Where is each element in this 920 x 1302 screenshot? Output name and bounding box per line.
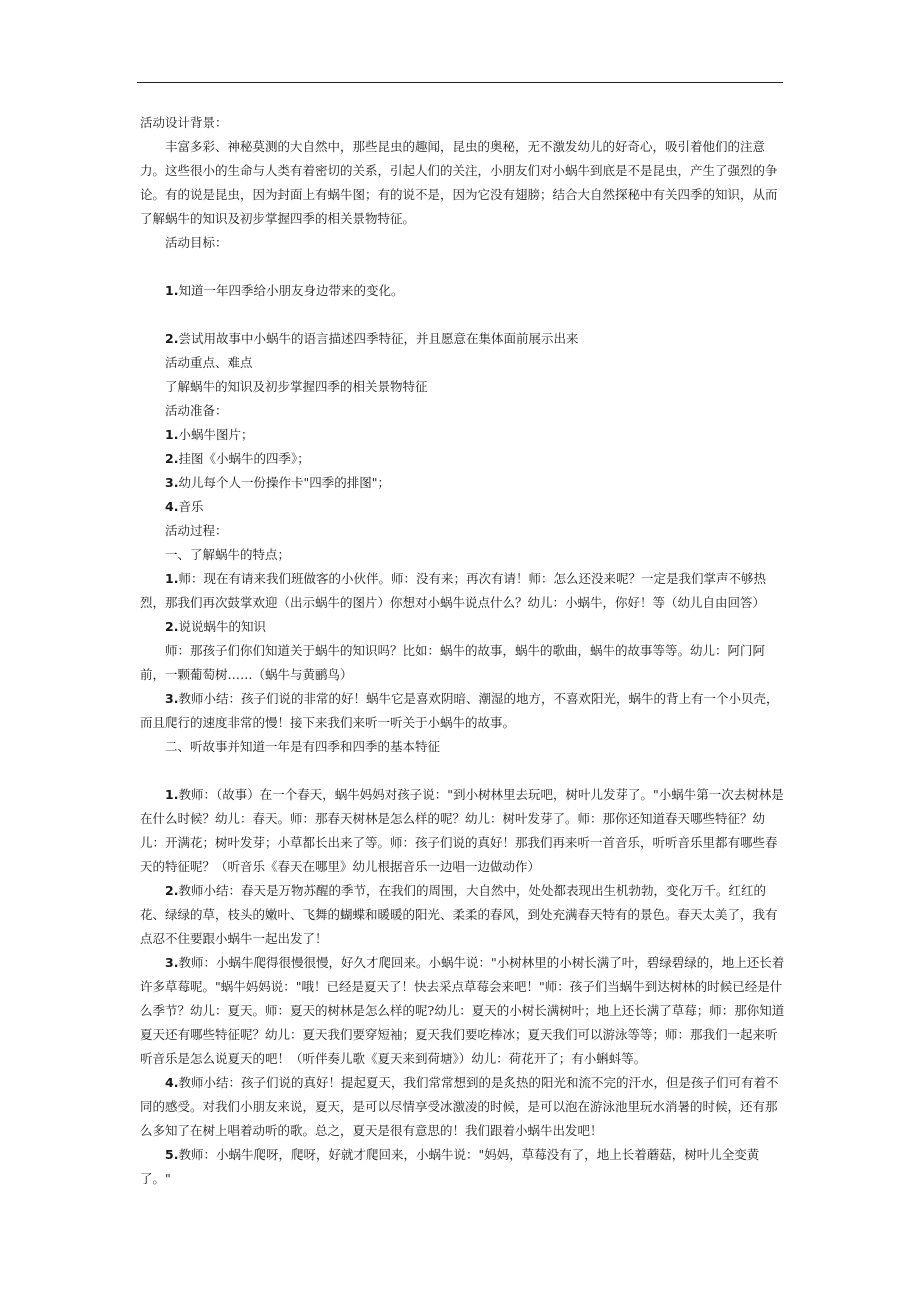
goal-item: 1.知道一年四季给小朋友身边带来的变化。 [165,283,404,298]
prep-item: 3.幼儿每个人一份操作卡"四季的排图"； [165,475,390,490]
process-item: 2.说说蜗牛的知识 [165,619,266,634]
goal-item: 2.尝试用故事中小蜗牛的语言描述四季特征，并且愿意在集体面前展示出来 [165,331,579,346]
process-item: 1.教师：（故事）在一个春天，蜗牛妈妈对孩子说："到小树林里去玩吧，树叶儿发芽了。"小蜗牛第一次去树林是在什么时候？幼儿：春天。师：那春天树林是怎么样的呢？幼儿：树叶发芽了。师：那你还知道春天哪些特征？幼儿：开满花；树叶发芽；小草都长出来了等。师：孩子们说的真好！那我们再来听一首音乐，听听音乐里都有哪些春天的特征呢？（听音乐《春天在哪里》幼儿根据音乐一边唱一边做动作） [140,787,784,874]
process-item: 5.教师：小蜗牛爬呀，爬呀，好就才爬回来，小蜗牛说："妈妈，草莓没有了，地上长着蘑菇，树叶儿全变黄了。" [140,1147,760,1186]
process-item: 2.教师小结：春天是万物苏醒的季节，在我们的周围，大自然中，处处都表现出生机勃勃，变化万千。红红的花、绿绿的草，枝头的嫩叶、飞舞的蝴蝶和暖暖的阳光、柔柔的春风，到处充满春天特有的景色。春天太美了，我有点忍不住要跟小蜗牛一起出发了！ [140,883,778,946]
section-heading-key-points: 活动重点、难点 [165,355,253,370]
section-heading-goals: 活动目标： [165,235,228,250]
process-item: 3.教师：小蜗牛爬得很慢很慢，好久才爬回来。小蜗牛说："小树林里的小树长满了叶，碧绿碧绿的，地上还长着许多草莓呢。"蜗牛妈妈说："哦！已经是夏天了！快去采点草莓会来吧！"师：孩子们当蜗牛到达树林的时候已经是什么季节？幼儿：夏天。师：夏天的树林是怎么样的呢?幼儿：夏天的小树长满树叶；地上还长满了草莓；师：那你知道夏天还有哪些特征呢？幼儿：夏天我们要穿短袖；夏天我们要吃棒冰；夏天我们可以游泳等等；师：那我们一起来听听音乐是怎么说夏天的吧！（听伴奏儿歌《夏天来到荷塘》）幼儿：荷花开了；有小蝌蚪等。 [140,955,785,1066]
section-heading-preparation: 活动准备： [165,403,228,418]
document-body [140,111,786,1191]
process-step-heading: 一、了解蜗牛的特点； [165,547,291,562]
section-heading-process: 活动过程： [165,523,228,538]
prep-item: 2.挂图《小蜗牛的四季》； [165,451,310,466]
prep-item: 4.音乐 [165,499,204,514]
process-item: 4.教师小结：孩子们说的真好！提起夏天，我们常常想到的是炙热的阳光和流不完的汗水，但是孩子们可有着不同的感受。对我们小朋友来说，夏天，是可以尽情享受冰激凌的时候，是可以泡在游泳池里玩水消暑的时候，还有那么多知了在树上唱着动听的歌。总之，夏天是很有意思的！我们跟着小蜗牛出发吧！ [140,1075,779,1138]
paragraph-snail-knowledge: 师：那孩子们你们知道关于蜗牛的知识吗？比如：蜗牛的故事，蜗牛的歌曲，蜗牛的故事等等。幼儿：阿门阿前，一颗葡萄树……（蜗牛与黄鹂鸟） [140,643,766,682]
process-step-heading: 二、听故事并知道一年是有四季和四季的基本特征 [165,739,441,754]
paragraph-background: 丰富多彩、神秘莫测的大自然中，那些昆虫的趣闻，昆虫的奥秘，无不激发幼儿的好奇心，吸引着他们的注意力。这些很小的生命与人类有着密切的关系，引起人们的关注，小朋友们对小蜗牛到底是不是昆虫，产生了强烈的争论。有的说是昆虫，因为封面上有蜗牛图；有的说不是，因为它没有翅膀；结合大自然探秘中有关四季的知识，从而了解蜗牛的知识及初步掌握四季的相关景物特征。 [140,139,778,226]
process-item: 3.教师小结：孩子们说的非常的好！蜗牛它是喜欢阴暗、潮湿的地方，不喜欢阳光，蜗牛的背上有一个小贝壳，而且爬行的速度非常的慢！接下来我们来听一听关于小蜗牛的故事。 [140,691,779,730]
prep-item: 1.小蜗牛图片； [165,427,254,442]
header-rule [137,82,783,83]
paragraph-key-points: 了解蜗牛的知识及初步掌握四季的相关景物特征 [165,379,428,394]
section-heading-background: 活动设计背景： [140,115,228,130]
process-item: 1.师：现在有请来我们班做客的小伙伴。师：没有来；再次有请！师：怎么还没来呢？一定是我们掌声不够热烈，那我们再次鼓掌欢迎（出示蜗牛的图片）你想对小蜗牛说点什么？幼儿：小蜗牛，你好！等（幼儿自由回答） [140,571,766,610]
